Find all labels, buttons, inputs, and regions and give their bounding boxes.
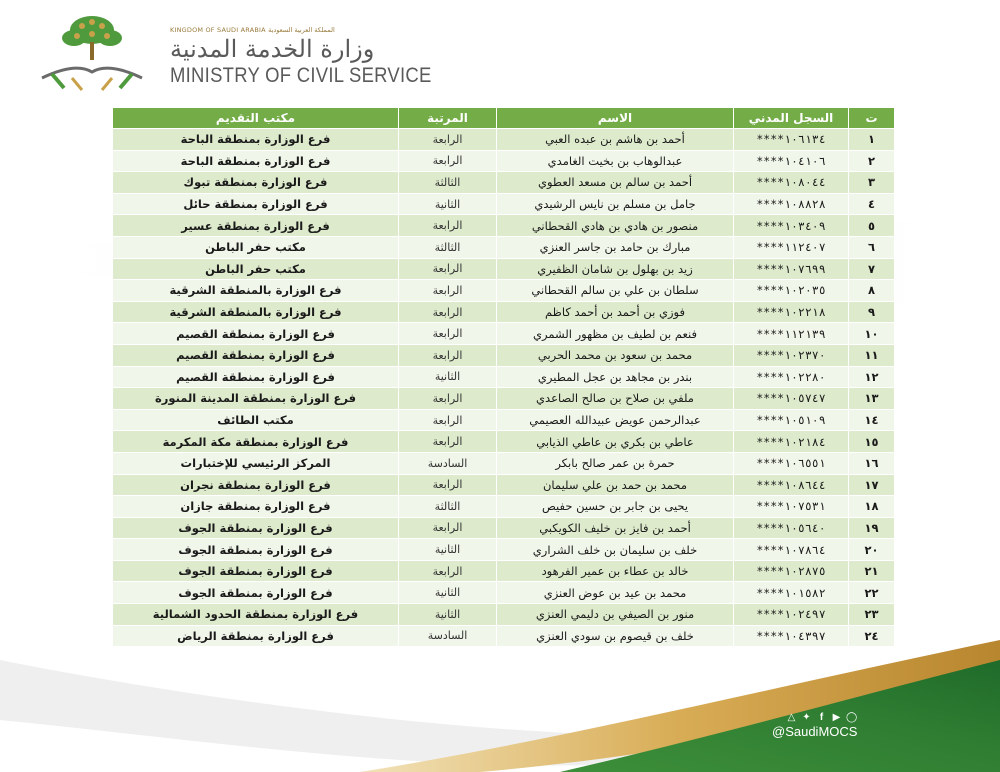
candidates-table: [112, 107, 894, 647]
palm-swords-emblem-icon: [22, 8, 162, 100]
table-row: [113, 258, 895, 280]
cell-name: مبارك بن حامد بن جاسر العنزي: [497, 236, 734, 258]
cell-office: المركز الرئيسي للإختبارات: [113, 452, 399, 474]
table-row: [113, 236, 895, 258]
cell-rank: السادسة: [399, 452, 497, 474]
cell-registry: ١٠٢٣٧٠****: [734, 344, 849, 366]
cell-registry: ١٠٥٦٤٠****: [734, 517, 849, 539]
cell-num: ٩: [849, 301, 895, 323]
cell-rank: الرابعة: [399, 215, 497, 237]
cell-office: فرع الوزارة بمنطقة حائل: [113, 193, 399, 215]
cell-registry: ١٠٢٨٧٥****: [734, 560, 849, 582]
table-row: [113, 431, 895, 453]
cell-num: ١٩: [849, 517, 895, 539]
cell-num: ١٥: [849, 431, 895, 453]
cell-rank: الثانية: [399, 366, 497, 388]
ministry-name-english: MINISTRY OF CIVIL SERVICE: [170, 64, 432, 87]
cell-name: ملفي بن صلاح بن صالح الصاعدي: [497, 388, 734, 410]
cell-num: ٨: [849, 280, 895, 302]
cell-num: ٢: [849, 150, 895, 172]
cell-name: أحمد بن هاشم بن عبده العبي: [497, 129, 734, 151]
cell-rank: الرابعة: [399, 323, 497, 345]
cell-name: عبدالوهاب بن بخيت الغامدي: [497, 150, 734, 172]
cell-registry: ١٠٨٨٢٨****: [734, 193, 849, 215]
cell-rank: الرابعة: [399, 301, 497, 323]
cell-registry: ١٠٥٧٤٧****: [734, 388, 849, 410]
table-header-row: [113, 108, 895, 129]
cell-rank: الثالثة: [399, 172, 497, 194]
cell-rank: الثانية: [399, 193, 497, 215]
cell-name: أحمد بن فايز بن خليف الكويكبي: [497, 517, 734, 539]
facebook-icon[interactable]: f: [819, 712, 824, 723]
table-row: [113, 625, 895, 647]
cell-name: فنعم بن لطيف بن مظهور الشمري: [497, 323, 734, 345]
table-row: [113, 280, 895, 302]
cell-name: بندر بن مجاهد بن عجل المطيري: [497, 366, 734, 388]
table-row: [113, 323, 895, 345]
cell-registry: ١١٢٤٠٧****: [734, 236, 849, 258]
cell-rank: الرابعة: [399, 280, 497, 302]
cell-name: أحمد بن سالم بن مسعد العطوي: [497, 172, 734, 194]
cell-rank: الرابعة: [399, 344, 497, 366]
cell-num: ١٦: [849, 452, 895, 474]
col-header-name: الاسم: [497, 108, 734, 129]
cell-registry: ١٠٢١٨٤****: [734, 431, 849, 453]
cell-office: فرع الوزارة بمنطقة القصيم: [113, 323, 399, 345]
cell-office: فرع الوزارة بمنطقة المدينة المنورة: [113, 388, 399, 410]
cell-office: مكتب الطائف: [113, 409, 399, 431]
col-header-rank: المرتبة: [399, 108, 497, 129]
ministry-name-arabic: وزارة الخدمة المدنية: [170, 35, 375, 63]
cell-num: ١٠: [849, 323, 895, 345]
snapchat-icon[interactable]: △: [787, 712, 796, 723]
cell-office: فرع الوزارة بمنطقة الجوف: [113, 582, 399, 604]
cell-registry: ١٠٧٦٩٩****: [734, 258, 849, 280]
table-row: [113, 129, 895, 151]
cell-rank: الرابعة: [399, 150, 497, 172]
col-header-registry: السجل المدني: [734, 108, 849, 129]
cell-registry: ١٠٤١٠٦****: [734, 150, 849, 172]
cell-num: ٢٢: [849, 582, 895, 604]
cell-registry: ١٠٢٤٩٧****: [734, 604, 849, 626]
cell-num: ١٤: [849, 409, 895, 431]
cell-registry: ١٠٣٤٠٩****: [734, 215, 849, 237]
cell-rank: السادسة: [399, 625, 497, 647]
cell-rank: الرابعة: [399, 129, 497, 151]
cell-num: ٢١: [849, 560, 895, 582]
cell-name: عاطي بن بكري بن عاطي الذيابي: [497, 431, 734, 453]
table-row: [113, 193, 895, 215]
cell-name: محمد بن عيد بن عوض العنزي: [497, 582, 734, 604]
table-row: [113, 517, 895, 539]
cell-office: فرع الوزارة بالمنطقة الشرقية: [113, 280, 399, 302]
cell-name: منور بن الصيفي بن دليمي العنزي: [497, 604, 734, 626]
cell-rank: الرابعة: [399, 388, 497, 410]
cell-office: فرع الوزارة بمنطقة القصيم: [113, 366, 399, 388]
cell-num: ١٣: [849, 388, 895, 410]
cell-registry: ١٠٥١٠٩****: [734, 409, 849, 431]
cell-registry: ١٠١٥٨٢****: [734, 582, 849, 604]
table-row: [113, 172, 895, 194]
col-header-office: مكتب التقديم: [113, 108, 399, 129]
cell-registry: ١٠٢٢٨٠****: [734, 366, 849, 388]
cell-rank: الرابعة: [399, 258, 497, 280]
cell-name: فوزي بن أحمد بن أحمد كاظم: [497, 301, 734, 323]
social-handle[interactable]: @SaudiMOCS: [772, 724, 858, 739]
cell-office: فرع الوزارة بمنطقة عسير: [113, 215, 399, 237]
cell-registry: ١٠٨٠٤٤****: [734, 172, 849, 194]
cell-rank: الثالثة: [399, 236, 497, 258]
table-row: [113, 388, 895, 410]
cell-name: زيد بن بهلول بن شامان الظفيري: [497, 258, 734, 280]
cell-registry: ١٠٨٦٤٤****: [734, 474, 849, 496]
table-row: [113, 539, 895, 561]
cell-num: ١١: [849, 344, 895, 366]
table-row: [113, 150, 895, 172]
cell-registry: ١٠٦٥٥١****: [734, 452, 849, 474]
cell-num: ١٧: [849, 474, 895, 496]
cell-name: سلطان بن علي بن سالم القحطاني: [497, 280, 734, 302]
table-row: [113, 301, 895, 323]
table-row: [113, 452, 895, 474]
cell-name: خلف بن سليمان بن خلف الشراري: [497, 539, 734, 561]
table-row: [113, 496, 895, 518]
table-row: [113, 344, 895, 366]
table-body: [113, 129, 895, 647]
cell-registry: ١٠٢٠٣٥****: [734, 280, 849, 302]
cell-num: ٢٠: [849, 539, 895, 561]
table-row: [113, 560, 895, 582]
cell-num: ٦: [849, 236, 895, 258]
cell-office: فرع الوزارة بمنطقة نجران: [113, 474, 399, 496]
cell-office: فرع الوزارة بمنطقة الجوف: [113, 560, 399, 582]
col-header-num: ت: [849, 108, 895, 129]
cell-registry: ١٠٧٥٣١****: [734, 496, 849, 518]
cell-name: خالد بن عطاء بن عمير الفرهود: [497, 560, 734, 582]
cell-name: جامل بن مسلم بن نايس الرشيدي: [497, 193, 734, 215]
cell-rank: الرابعة: [399, 431, 497, 453]
cell-name: عبدالرحمن عويض عبيدالله العصيمي: [497, 409, 734, 431]
cell-office: فرع الوزارة بمنطقة القصيم: [113, 344, 399, 366]
cell-office: فرع الوزارة بمنطقة الباحة: [113, 150, 399, 172]
cell-registry: ١٠٦١٣٤****: [734, 129, 849, 151]
cell-num: ١٨: [849, 496, 895, 518]
social-footer: [772, 712, 857, 739]
cell-registry: ١٠٤٣٩٧****: [734, 625, 849, 647]
cell-num: ٧: [849, 258, 895, 280]
cell-rank: الرابعة: [399, 409, 497, 431]
table-row: [113, 215, 895, 237]
cell-num: ٤: [849, 193, 895, 215]
cell-registry: ١٠٢٢١٨****: [734, 301, 849, 323]
table-row: [113, 366, 895, 388]
twitter-icon[interactable]: ✦: [802, 712, 811, 723]
cell-office: فرع الوزارة بمنطقة جازان: [113, 496, 399, 518]
cell-num: ٢٤: [849, 625, 895, 647]
cell-office: فرع الوزارة بمنطقة الحدود الشمالية: [113, 604, 399, 626]
cell-num: ٢٣: [849, 604, 895, 626]
social-icons: [786, 712, 857, 723]
cell-office: فرع الوزارة بمنطقة الباحة: [113, 129, 399, 151]
cell-office: فرع الوزارة بمنطقة الجوف: [113, 517, 399, 539]
cell-name: يحيى بن جابر بن حسين حفيص: [497, 496, 734, 518]
cell-rank: الرابعة: [399, 560, 497, 582]
cell-name: خلف بن قيصوم بن سودي العنزي: [497, 625, 734, 647]
cell-office: فرع الوزارة بمنطقة مكة المكرمة: [113, 431, 399, 453]
table-row: [113, 604, 895, 626]
cell-num: ٥: [849, 215, 895, 237]
cell-name: منصور بن هادي بن هادي القحطاني: [497, 215, 734, 237]
cell-name: محمد بن حمد بن علي سليمان: [497, 474, 734, 496]
cell-office: فرع الوزارة بمنطقة الجوف: [113, 539, 399, 561]
instagram-icon[interactable]: ◯: [846, 712, 858, 723]
kingdom-line: KINGDOM OF SAUDI ARABIA المملكة العربية السعودية: [170, 26, 335, 34]
cell-rank: الثانية: [399, 539, 497, 561]
cell-registry: ١٠٧٨٦٤****: [734, 539, 849, 561]
cell-office: مكتب حفر الباطن: [113, 258, 399, 280]
cell-num: ١٢: [849, 366, 895, 388]
table-row: [113, 582, 895, 604]
ministry-logo: [22, 8, 432, 100]
cell-name: حمرة بن عمر صالح بابكر: [497, 452, 734, 474]
cell-office: فرع الوزارة بمنطقة تبوك: [113, 172, 399, 194]
table-row: [113, 409, 895, 431]
cell-office: فرع الوزارة بمنطقة الرياض: [113, 625, 399, 647]
cell-office: فرع الوزارة بالمنطقة الشرقية: [113, 301, 399, 323]
cell-name: محمد بن سعود بن محمد الحربي: [497, 344, 734, 366]
cell-office: مكتب حفر الباطن: [113, 236, 399, 258]
cell-rank: الرابعة: [399, 517, 497, 539]
cell-rank: الثانية: [399, 582, 497, 604]
table-row: [113, 474, 895, 496]
youtube-icon[interactable]: ▶: [832, 712, 841, 723]
cell-rank: الرابعة: [399, 474, 497, 496]
cell-num: ٣: [849, 172, 895, 194]
cell-rank: الثانية: [399, 604, 497, 626]
cell-registry: ١١٢١٣٩****: [734, 323, 849, 345]
cell-rank: الثالثة: [399, 496, 497, 518]
cell-num: ١: [849, 129, 895, 151]
